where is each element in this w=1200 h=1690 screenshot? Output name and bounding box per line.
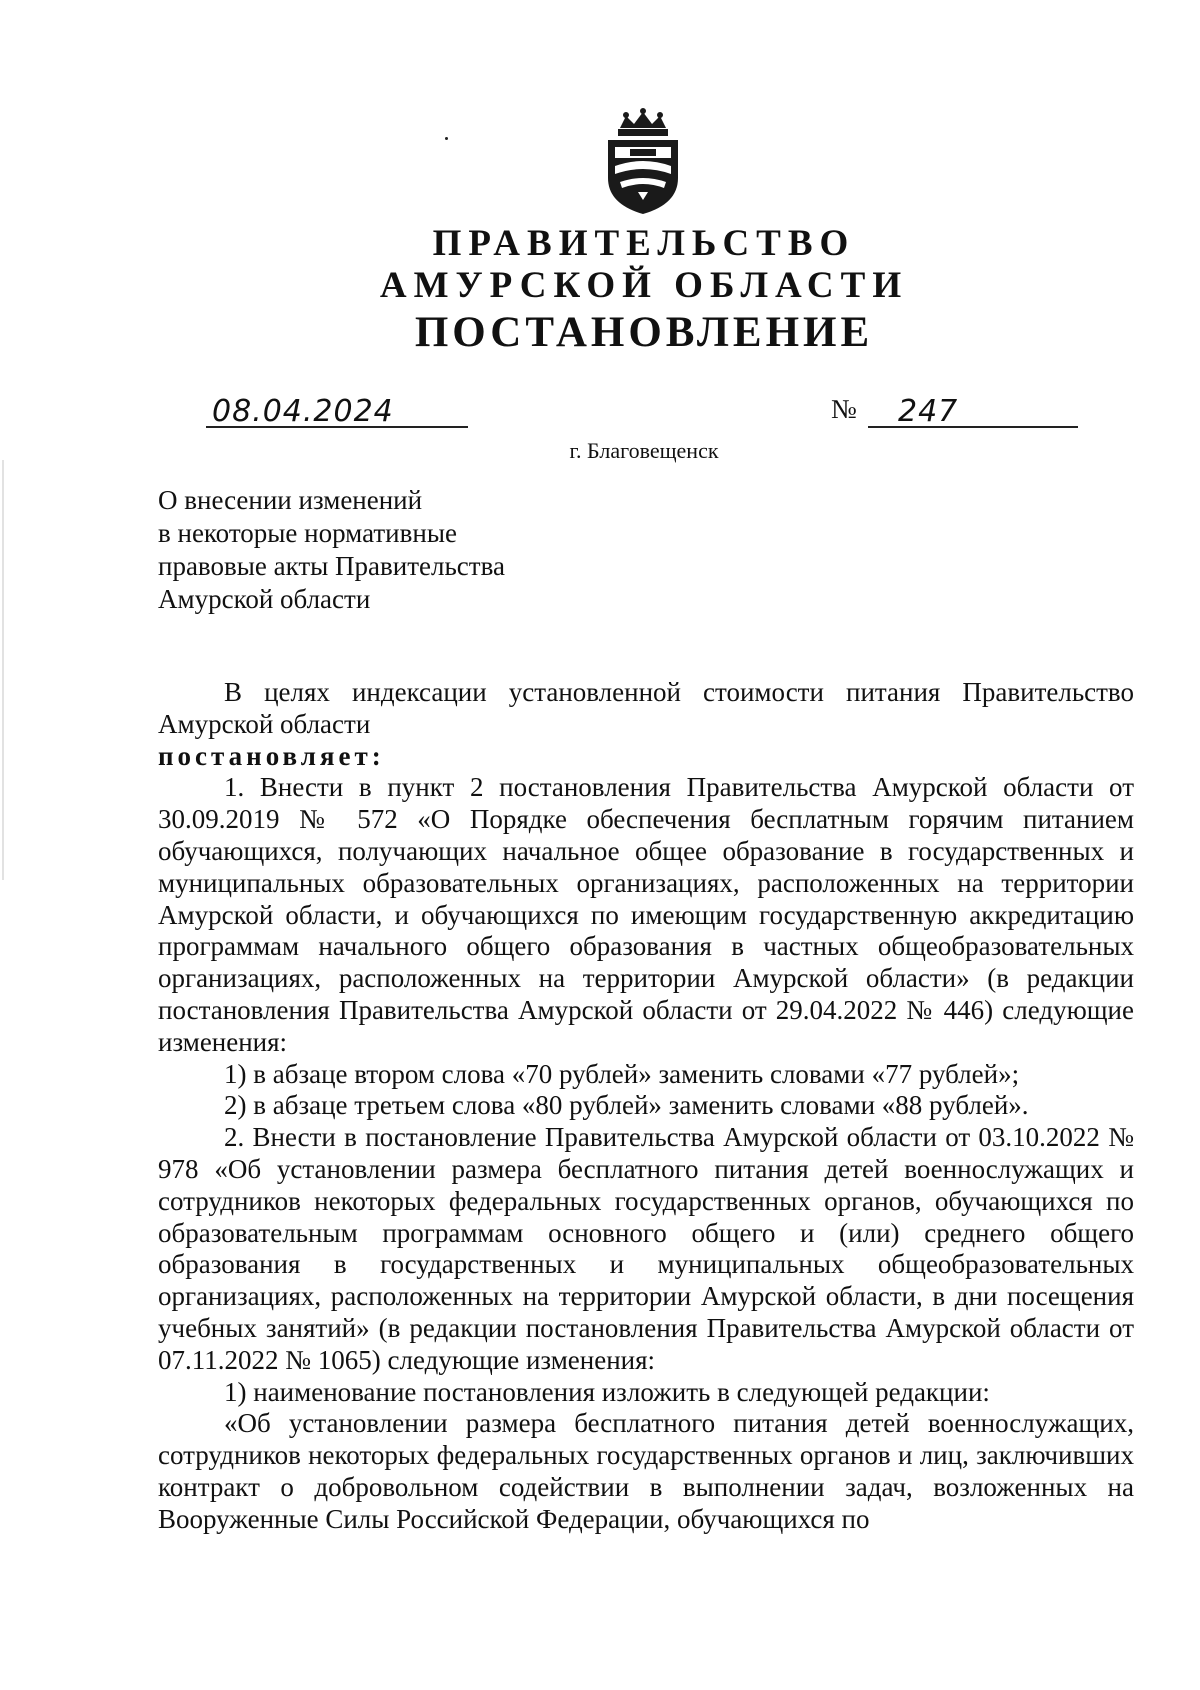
city-label: г. Благовещенск (569, 438, 719, 463)
clause-1-item-1: 1) в абзаце втором слова «70 рублей» заменить словами «77 рублей»; (224, 1058, 1020, 1089)
region-title: АМУРСКОЙ ОБЛАСТИ (379, 265, 909, 306)
scan-margin-mark (2, 460, 4, 880)
coat-of-arms-icon (600, 108, 686, 216)
number-sign: № (831, 394, 857, 424)
subject-line: в некоторые нормативные (158, 518, 457, 548)
subject-line: О внесении изменений (158, 485, 423, 515)
subject-line: Амурской области (158, 584, 371, 614)
decrees-word: постановляет: (158, 740, 385, 771)
preamble-paragraph: В целях индексации установленной стоимости питания Правительство Амурской области (158, 677, 1134, 739)
government-title: ПРАВИТЕЛЬСТВО (432, 223, 856, 264)
number-field (868, 390, 1078, 428)
handwritten-number: 247 (898, 394, 959, 429)
subject-block (158, 484, 505, 616)
document-type-title: ПОСТАНОВЛЕНИЕ (414, 309, 874, 356)
clause-1-paragraph: 1. Внести в пункт 2 постановления Правительства Амурской области от 30.09.2019 № 572 «О Порядке обеспечения бесплатным горячим питанием обучающихся, получающих начальное общее образование в государственных и муниципальных образовательных организациях, расположенных на территории Амурской области, и обучающихся по имеющим государственную аккредитацию программам начального общего образования в частных общеобразовательных организациях, расположенных на территории Амурской области» (в редакции постановления Правительства Амурской области от 29.04.2022 № 446) следующие изменения: (158, 772, 1134, 1057)
clause-2-new-title: «Об установлении размера бесплатного питания детей военнослужащих, сотрудников некоторых федеральных государственных органов и лиц, заключивших контракт о добровольном содействии в выполнении задач, возложенных на Вооруженные Силы Российской Федерации, обучающихся по (158, 1408, 1134, 1534)
date-field (206, 390, 468, 428)
subject-line: правовые акты Правительства (158, 551, 505, 581)
handwritten-date: 08.04.2024 (212, 394, 394, 429)
clause-2-item-1: 1) наименование постановления изложить в следующей редакции: (224, 1376, 990, 1407)
scan-speck (445, 137, 448, 140)
document-body (158, 677, 1134, 1536)
clause-2-paragraph: 2. Внести в постановление Правительства Амурской области от 03.10.2022 № 978 «Об установлении размера бесплатного питания детей военнослужащих и сотрудников некоторых федеральных государственных органов, обучающихся по образовательным программам основного общего и (или) среднего общего образования в государственных и муниципальных общеобразовательных организациях, расположенных на территории Амурской области, в дни посещения учебных занятий» (в редакции постановления Правительства Амурской области от 07.11.2022 № 1065) следующие изменения: (158, 1122, 1134, 1375)
clause-1-item-2: 2) в абзаце третьем слова «80 рублей» заменить словами «88 рублей». (224, 1090, 1029, 1121)
